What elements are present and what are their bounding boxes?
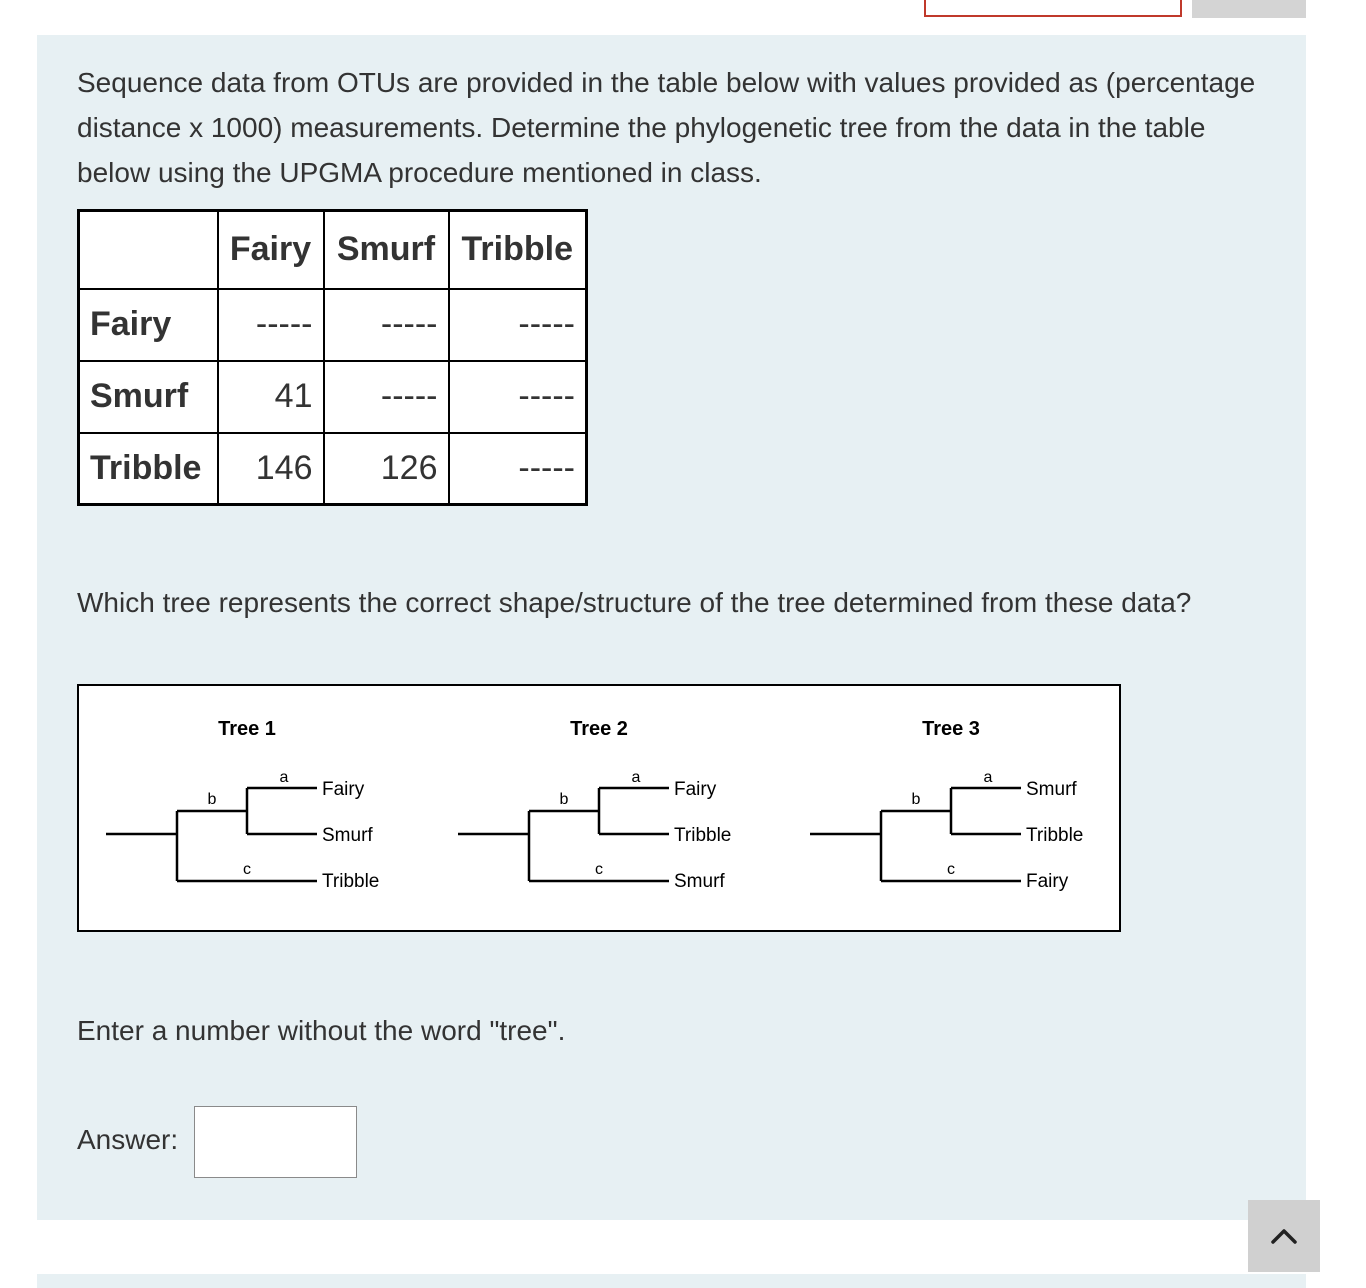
leaf-label: Fairy [322, 779, 365, 800]
table-cell: ----- [218, 289, 324, 361]
table-cell: 126 [324, 433, 449, 505]
top-outlined-button[interactable] [924, 0, 1182, 17]
answer-input[interactable] [194, 1106, 357, 1178]
tree-title: Tree 3 [922, 718, 980, 740]
column-header-tribble: Tribble [449, 211, 587, 289]
node-label-a: a [983, 769, 993, 786]
intro-text: Sequence data from OTUs are provided in the table below with values provided as (percentage distance x 1000) measurements. Determine the phylogenetic tree from the data in the table below using the UPGMA procedure mentioned in class. [77, 67, 1256, 188]
table-cell: ----- [449, 361, 587, 433]
answer-label: Answer: [77, 1124, 179, 1155]
scroll-to-top-button[interactable] [1248, 1200, 1320, 1272]
node-label-a: a [279, 769, 289, 786]
leaf-label: Smurf [322, 825, 373, 846]
column-header-fairy: Fairy [218, 211, 324, 289]
tree-2 [458, 718, 731, 892]
node-label-a: a [631, 769, 641, 786]
node-label-b: b [559, 791, 569, 808]
trees-figure [77, 684, 1121, 932]
node-label-c: c [595, 861, 603, 878]
leaf-label: Smurf [674, 871, 725, 892]
top-gray-button[interactable] [1192, 0, 1306, 18]
chevron-up-icon [1266, 1218, 1302, 1254]
leaf-label: Tribble [674, 825, 732, 846]
trees-diagram [79, 686, 1119, 930]
leaf-label: Fairy [674, 779, 717, 800]
row-header-fairy: Fairy [79, 289, 218, 361]
table-cell: ----- [324, 289, 449, 361]
table-cell: 41 [218, 361, 324, 433]
table-cell: ----- [324, 361, 449, 433]
instruction-text: Enter a number without the word "tree". [77, 1015, 566, 1046]
table-cell: 146 [218, 433, 324, 505]
tree-1 [106, 718, 379, 892]
leaf-label: Tribble [1026, 825, 1084, 846]
leaf-label: Smurf [1026, 779, 1077, 800]
table-row [79, 289, 587, 361]
tree-3 [810, 718, 1083, 892]
column-header-smurf: Smurf [324, 211, 449, 289]
table-corner-cell [79, 211, 218, 289]
tree-title: Tree 2 [570, 718, 628, 740]
distance-table [77, 209, 588, 506]
node-label-c: c [243, 861, 251, 878]
row-header-smurf: Smurf [79, 361, 218, 433]
tree-title: Tree 1 [218, 718, 276, 740]
table-row [79, 433, 587, 505]
question-text: Which tree represents the correct shape/structure of the tree determined from these data? [77, 587, 1192, 618]
leaf-label: Fairy [1026, 871, 1069, 892]
node-label-b: b [911, 791, 921, 808]
table-cell: ----- [449, 289, 587, 361]
next-panel-edge [37, 1274, 1306, 1288]
node-label-b: b [207, 791, 217, 808]
table-row [79, 361, 587, 433]
leaf-label: Tribble [322, 871, 380, 892]
node-label-c: c [947, 861, 955, 878]
row-header-tribble: Tribble [79, 433, 218, 505]
table-header-row [79, 211, 587, 289]
table-cell: ----- [449, 433, 587, 505]
